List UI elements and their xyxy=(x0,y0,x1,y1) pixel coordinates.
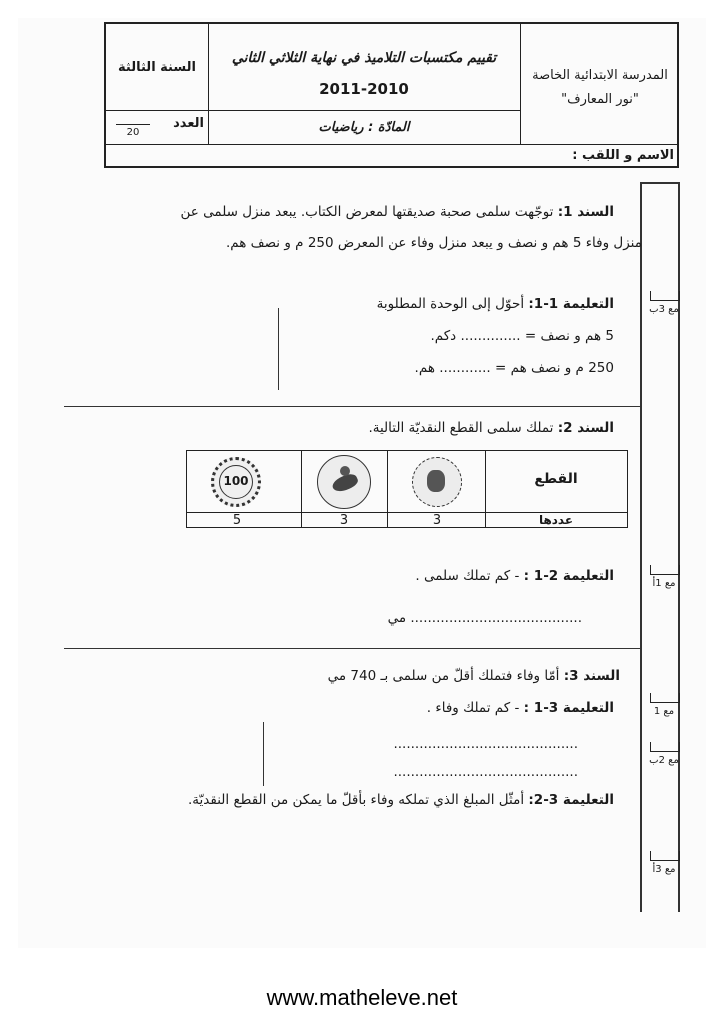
school-name-quoted: "نور المعارف" xyxy=(561,92,639,107)
criterion-score: مع 1أ xyxy=(652,578,676,589)
coin-100-icon xyxy=(211,457,261,507)
section-separator xyxy=(64,406,640,407)
bird-head-icon xyxy=(340,466,350,476)
task-1-1-label: التعليمة 1-1: xyxy=(528,296,614,312)
task-2-1-label: التعليمة 2-1 : xyxy=(523,568,614,584)
header-divider xyxy=(208,24,209,144)
task-2-1-text: - كم تملك سلمى . xyxy=(415,568,520,584)
score-box xyxy=(650,742,680,752)
score-box xyxy=(650,291,680,301)
work-area-divider xyxy=(278,308,279,390)
conversion-line-1: 5 هم و نصف = .............. دكم. xyxy=(430,328,614,344)
task-1-1-text: أحوّل إلى الوحدة المطلوبة xyxy=(376,296,525,312)
score-box xyxy=(650,693,680,703)
score-label: العدد xyxy=(173,116,204,131)
row-header-coins: القطع xyxy=(534,471,578,487)
school-year: 2011-2010 xyxy=(319,80,409,98)
coin-value: 100 xyxy=(223,474,249,488)
section3-label: السند 3: xyxy=(563,668,620,684)
subject-label: المادّة : رياضيات xyxy=(318,120,410,135)
grade-label: السنة الثالثة xyxy=(118,60,196,75)
section-separator xyxy=(64,648,640,649)
criterion-score: مع 3ب xyxy=(649,304,679,315)
criterion-score: مع 3أ xyxy=(652,864,676,875)
section1-text: توجّهت سلمى صحبة صديقتها لمعرض الكتاب. يبعد منزل سلمى عن xyxy=(180,204,554,220)
work-area-divider xyxy=(263,722,264,786)
answer-dots-2: ........................................... xyxy=(393,764,578,780)
task-3-2-label: التعليمة 3-2: xyxy=(528,792,614,808)
criterion-score: مع 1 xyxy=(653,706,675,717)
coin-50-icon xyxy=(317,455,371,509)
answer-dots-1: ........................................... xyxy=(393,736,578,752)
coins-table xyxy=(186,450,628,528)
table-divider xyxy=(387,451,388,527)
task-1-1 xyxy=(377,296,614,312)
name-field-label: الاسم و اللقب : xyxy=(572,148,674,163)
score-box xyxy=(650,565,680,575)
score-box xyxy=(650,851,680,861)
section2-label: السند 2: xyxy=(557,420,614,436)
task-3-1-label: التعليمة 3-1 : xyxy=(523,700,614,716)
score-denominator: 20 xyxy=(126,127,140,138)
section2-text: تملك سلمى القطع النقديّة التالية. xyxy=(368,420,554,436)
coin-figure-icon xyxy=(427,470,445,492)
school-name: المدرسة الابتدائية الخاصة xyxy=(532,68,668,83)
section3-text: أمّا وفاء فتملك أقلّ من سلمى بـ 740 مي xyxy=(327,668,560,684)
section2-prompt xyxy=(368,420,614,436)
score-fraction-line xyxy=(116,124,150,125)
task-3-2-text: أمثّل المبلغ الذي تملكه وفاء بأقلّ ما يمكن من القطع النقديّة. xyxy=(188,792,525,808)
section1-label: السند 1: xyxy=(557,204,614,220)
task-3-1 xyxy=(427,700,614,716)
table-divider xyxy=(485,451,486,527)
coin-count: 3 xyxy=(339,513,349,528)
section1-prompt-line1 xyxy=(181,204,614,220)
task-3-2 xyxy=(188,792,614,808)
task-3-1-text: - كم تملك وفاء . xyxy=(426,700,520,716)
task-2-1 xyxy=(415,568,614,584)
website-footer: www.matheleve.net xyxy=(266,985,458,1010)
header-divider xyxy=(106,110,208,111)
coin-count: 3 xyxy=(432,513,442,528)
section3-prompt xyxy=(328,668,620,684)
exam-title: تقييم مكتسبات التلاميذ في نهاية الثلاثي الثاني xyxy=(231,50,497,66)
header-divider xyxy=(520,24,521,144)
answer-line-2-1: ........................................ مي xyxy=(387,610,582,626)
header-divider xyxy=(106,144,677,145)
header-table xyxy=(104,22,679,168)
row-header-count: عددها xyxy=(538,513,574,527)
coin-20-icon xyxy=(412,457,462,507)
section1-prompt-line2: منزل وفاء 5 هم و نصف و يبعد منزل وفاء عن المعرض 250 م و نصف هم. xyxy=(225,235,642,251)
coin-count: 5 xyxy=(232,513,242,528)
conversion-line-2: 250 م و نصف هم = ............ هم. xyxy=(414,360,614,376)
table-divider xyxy=(301,451,302,527)
criterion-score: مع 2ب xyxy=(649,755,679,766)
header-divider xyxy=(208,110,520,111)
